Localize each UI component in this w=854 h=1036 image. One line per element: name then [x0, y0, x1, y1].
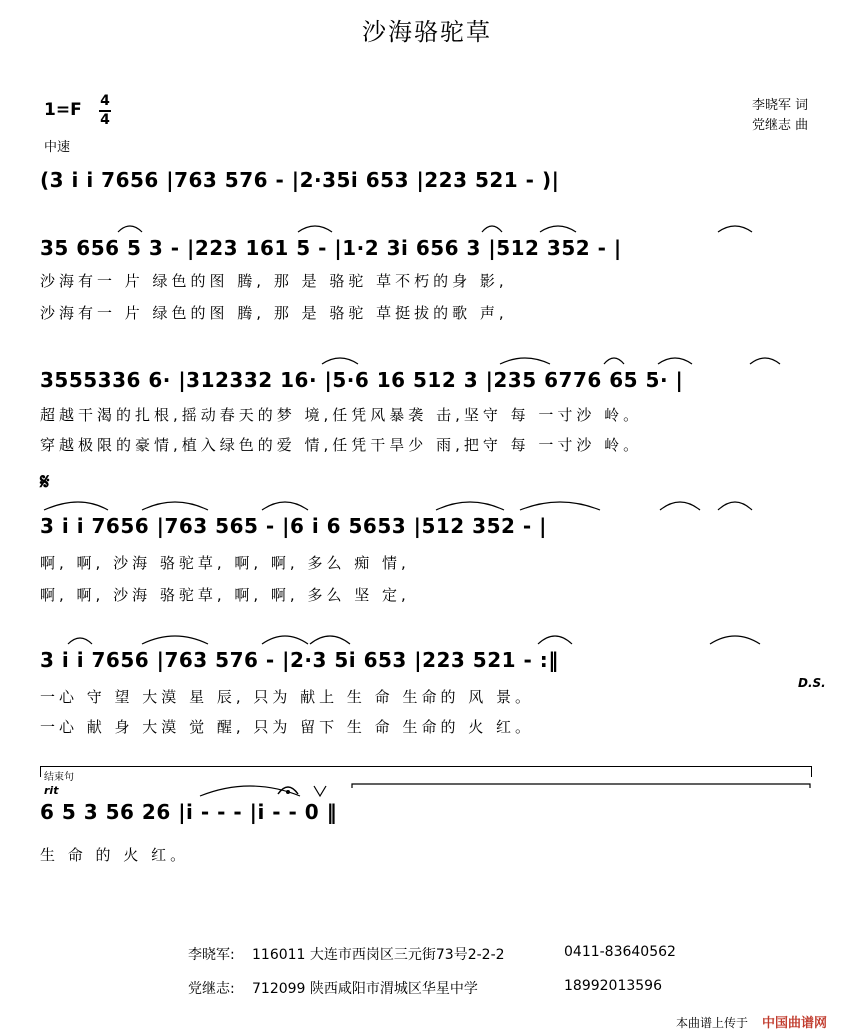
- slur-mark: [710, 636, 760, 644]
- system-4-lyric-2: 啊, 啊, 沙海 骆驼草, 啊, 啊, 多么 坚 定,: [40, 586, 410, 604]
- site-logo[interactable]: 中国曲谱网: [762, 1016, 828, 1031]
- tempo-marking: 中速: [44, 140, 71, 155]
- slur-mark: [436, 502, 504, 510]
- slur-mark: [750, 358, 780, 364]
- system-3-notes: 3555336 6· |312332 16· |5·6 16 512 3 |235 6776 65 5· |: [40, 368, 684, 392]
- slur-mark: [660, 502, 700, 510]
- system-6-lyric-1: 生 命 的 火 红。: [40, 846, 190, 864]
- system-5-notes: 3 i i 7656 |763 576 - |2·3 5i 653 |223 521 - :‖: [40, 648, 559, 672]
- segno-sign: 𝄋: [40, 470, 50, 495]
- key-signature: 1=F: [44, 100, 82, 120]
- system-6-notes: 6 5 3 56 26 |i - - - |i - - 0 ‖: [40, 800, 338, 824]
- system-1-notes: (3 i i 7656 |763 576 - |2·35i 653 |223 521 - )|: [40, 168, 560, 192]
- slur-mark: [298, 226, 332, 232]
- slur-mark: [322, 358, 358, 364]
- slur-mark: [142, 636, 208, 644]
- system-3-lyric-1: 超越干渴的扎根,摇动春天的梦 境,任凭风暴袭 击,坚守 每 一寸沙 岭。: [40, 406, 643, 424]
- tie-mark: [352, 784, 810, 788]
- footer-contact-2-address: 712099 陕西咸阳市渭城区华星中学: [252, 981, 478, 997]
- slur-mark: [44, 502, 108, 510]
- slur-mark: [482, 226, 502, 232]
- coda-label: 结束句: [44, 772, 74, 783]
- slur-mark: [604, 358, 624, 364]
- system-5-lyric-1: 一心 守 望 大漠 星 辰, 只为 献上 生 命 生命的 风 景。: [40, 688, 534, 706]
- lyricist-credit: 李晓军 词: [752, 98, 809, 113]
- slur-mark: [718, 226, 752, 232]
- slur-mark: [68, 638, 92, 644]
- slur-mark: [500, 358, 550, 364]
- system-4-lyric-1: 啊, 啊, 沙海 骆驼草, 啊, 啊, 多么 痴 情,: [40, 554, 410, 572]
- time-sig-bottom: 4: [100, 112, 110, 128]
- rit-marking: rit: [44, 784, 59, 797]
- system-3-lyric-2: 穿越极限的豪情,植入绿色的爱 情,任凭干旱少 雨,把守 每 一寸沙 岭。: [40, 436, 643, 454]
- system-2-notes: 35 656 5 3 - |223 161 5 - |1·2 3i 656 3 |512 352 - |: [40, 236, 622, 260]
- breath-mark: [314, 786, 326, 796]
- footer-contact-2-phone: 18992013596: [564, 978, 662, 994]
- slur-mark: [718, 502, 752, 510]
- slur-mark: [118, 226, 142, 232]
- slur-mark: [262, 502, 308, 510]
- composer-credit: 党继志 曲: [752, 118, 809, 133]
- upload-note: 本曲谱上传于: [676, 1016, 749, 1030]
- system-4-notes: 3 i i 7656 |763 565 - |6 i 6 5653 |512 352 - |: [40, 514, 547, 538]
- footer-contact-1-phone: 0411-83640562: [564, 944, 676, 960]
- time-sig-top: 4: [100, 93, 110, 109]
- slur-mark: [658, 358, 692, 364]
- system-2-lyric-1: 沙海有一 片 绿色的图 腾, 那 是 骆驼 草不朽的身 影,: [40, 272, 508, 290]
- system-2-lyric-2: 沙海有一 片 绿色的图 腾, 那 是 骆驼 草挺拔的歌 声,: [40, 304, 508, 322]
- song-title: 沙海骆驼草: [362, 18, 492, 46]
- system-5-lyric-2: 一心 献 身 大漠 觉 醒, 只为 留下 生 命 生命的 火 红。: [40, 718, 534, 736]
- slur-mark: [520, 502, 600, 510]
- slur-mark: [310, 636, 350, 644]
- slur-mark: [538, 636, 572, 644]
- slur-mark: [540, 226, 576, 232]
- slur-mark: [142, 502, 208, 510]
- slur-mark: [262, 636, 308, 644]
- ds-marking: D.S.: [798, 676, 826, 690]
- footer-contact-1-name: 李晓军:: [188, 947, 235, 963]
- footer-contact-2-name: 党继志:: [188, 981, 235, 997]
- footer-contact-1-address: 116011 大连市西岗区三元街73号2-2-2: [252, 947, 505, 963]
